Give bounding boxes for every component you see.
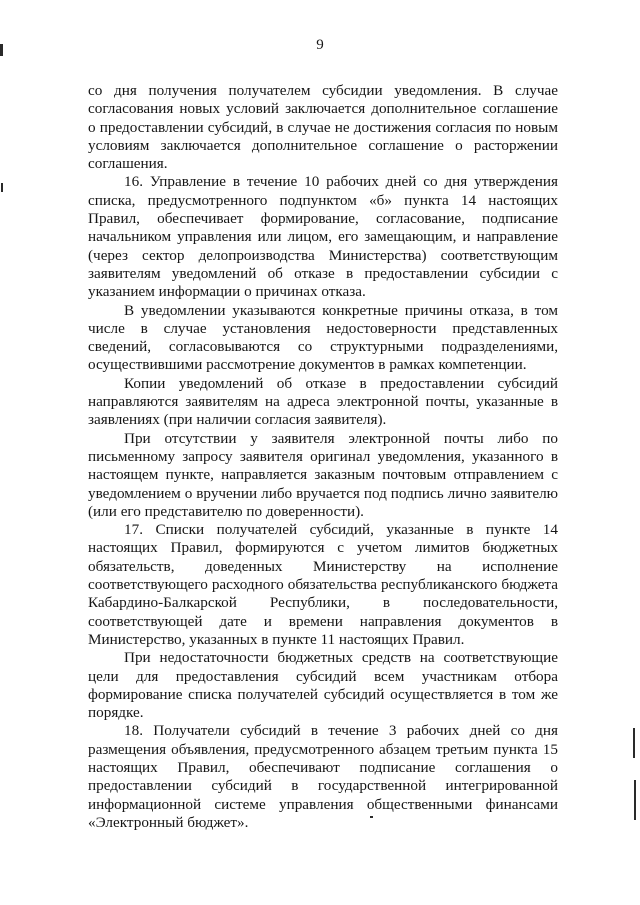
scan-edge-mark bbox=[633, 728, 635, 758]
paragraph-item-18: 18. Получатели субсидий в течение 3 рабочих дней со дня размещения объявления, предусмотренного абзацем третьим пункта 15 настоящих Правил, обеспечивают подписание соглашения о предоставлении субсидий в государственной интегрированной информационной системе управления общественными финансами «Электронный бюджет». bbox=[88, 722, 558, 831]
paragraph: В уведомлении указываются конкретные причины отказа, в том числе в случае установления недостоверности представленных сведений, согласовываются со структурными подразделениями, осуществившими рассмотрение документов в рамках компетенции. bbox=[88, 301, 558, 374]
scan-edge-mark bbox=[634, 780, 636, 820]
document-body bbox=[88, 82, 558, 832]
paragraph: Копии уведомлений об отказе в предоставлении субсидий направляются заявителям на адреса электронной почты, указанные в заявлениях (при наличии согласия заявителя). bbox=[88, 374, 558, 429]
page-number: 9 bbox=[316, 37, 324, 53]
paragraph-item-16: 16. Управление в течение 10 рабочих дней со дня утверждения списка, предусмотренного подпунктом «б» пункта 14 настоящих Правил, обеспечивает формирование, согласование, подписание начальником управления или лицом, его замещающим, и направление (через сектор делопроизводства Министерства) соответствующим заявителям уведомлений об отказе в предоставлении субсидии с указанием информации о причинах отказа. bbox=[88, 173, 558, 301]
paragraph: При отсутствии у заявителя электронной почты либо по письменному запросу заявителя оригинал уведомления, указанного в настоящем пункте, направляется заказным почтовым отправлением с уведомлением о вручении либо вручается под подпись лично заявителю (или его представителю по доверенности). bbox=[88, 429, 558, 520]
paragraph-item-17: 17. Списки получателей субсидий, указанные в пункте 14 настоящих Правил, формируются с учетом лимитов бюджетных обязательств, доведенных Министерству на исполнение соответствующего расходного обязательства республиканского бюджета Кабардино-Балкарской Республики, в последовательности, соответствующей дате и времени направления документов в Министерство, указанных в пункте 11 настоящих Правил. bbox=[88, 521, 558, 648]
paragraph: При недостаточности бюджетных средств на соответствующие цели для предоставления субсидий всем участникам отбора формирование списка получателей субсидий осуществляется в том же порядке. bbox=[88, 649, 558, 722]
paragraph-continuation: со дня получения получателем субсидии уведомления. В случае согласования новых условий заключается дополнительное соглашение о предоставлении субсидий, в случае не достижения согласия по новым условиям заключается дополнительное соглашение о расторжении соглашения. bbox=[88, 82, 558, 173]
scan-edge-mark bbox=[1, 183, 3, 192]
